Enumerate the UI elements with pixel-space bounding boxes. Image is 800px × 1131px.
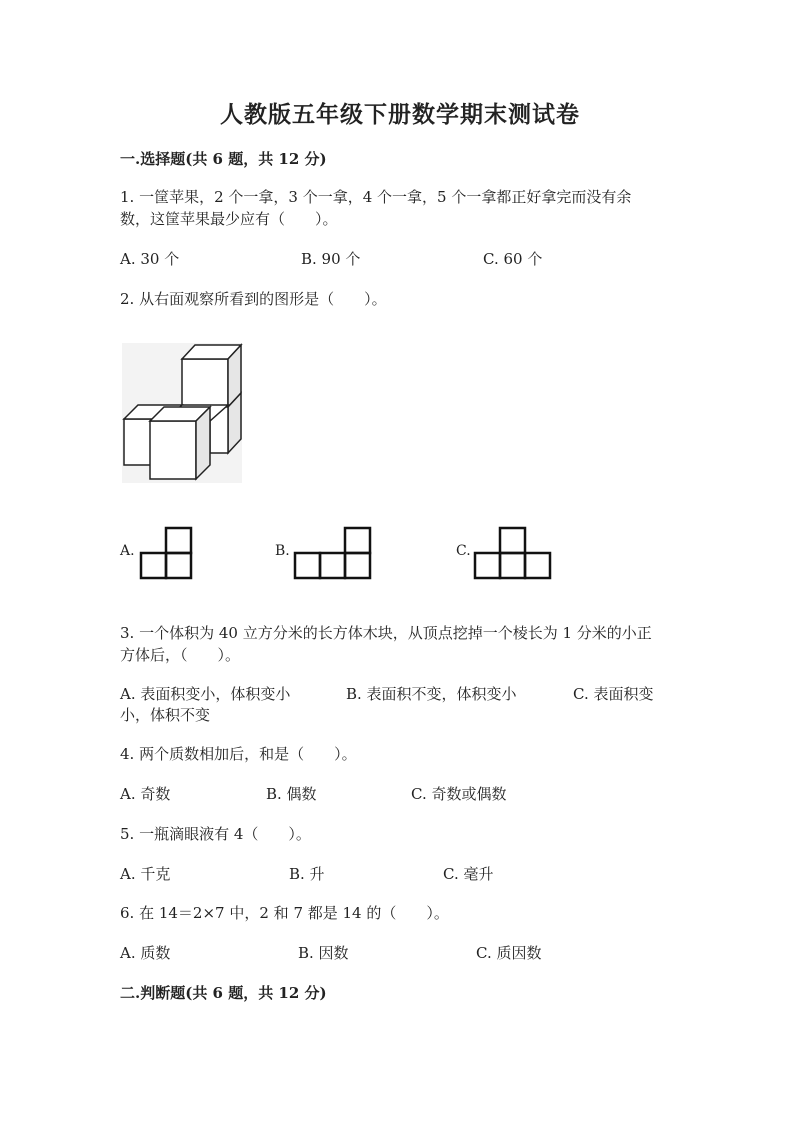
- question-1-option-b: B. 90 个: [301, 250, 361, 268]
- question-2-option-a-figure: [140, 527, 194, 581]
- page-title: 人教版五年级下册数学期末测试卷: [220, 101, 580, 128]
- cube-stack-figure: [122, 343, 244, 485]
- question-3-line2: 方体后，（ ）。: [120, 646, 241, 664]
- question-3-option-b: B. 表面积不变，体积变小: [346, 685, 517, 703]
- question-3-option-a: A. 表面积变小，体积变小: [120, 685, 291, 703]
- section-heading-true-false: 二.判断题(共 6 题，共 12 分): [120, 984, 327, 1002]
- question-3-line1: 3. 一个体积为 40 立方分米的长方体木块，从顶点挖掉一个棱长为 1 分米的小正: [120, 624, 652, 642]
- question-2-text: 2. 从右面观察所看到的图形是（ ）。: [120, 290, 387, 308]
- question-5-option-b: B. 升: [289, 865, 325, 883]
- question-6-option-b: B. 因数: [298, 944, 349, 962]
- question-6-option-a: A. 质数: [120, 944, 171, 962]
- question-4-option-c: C. 奇数或偶数: [411, 785, 507, 803]
- question-1-line2: 数，这筐苹果最少应有（ ）。: [120, 210, 338, 228]
- question-2-option-b-label: B.: [275, 543, 290, 559]
- question-1-option-c: C. 60 个: [483, 250, 543, 268]
- question-5-option-c: C. 毫升: [443, 865, 494, 883]
- question-5-option-a: A. 千克: [120, 865, 171, 883]
- question-2-option-b-figure: [294, 527, 374, 581]
- question-2-option-c-label: C.: [456, 543, 471, 559]
- question-3-option-c-wrap: 小，体积不变: [120, 706, 211, 724]
- section-heading-choice: 一.选择题(共 6 题，共 12 分): [120, 150, 327, 168]
- question-1-option-a: A. 30 个: [120, 250, 180, 268]
- question-1-line1: 1. 一筐苹果，2 个一拿，3 个一拿，4 个一拿，5 个一拿都正好拿完而没有余: [120, 188, 632, 206]
- question-5-text: 5. 一瓶滴眼液有 4（ ）。: [120, 825, 311, 843]
- question-3-option-c: C. 表面积变: [573, 685, 654, 703]
- question-4-text: 4. 两个质数相加后，和是（ ）。: [120, 745, 357, 763]
- question-6-option-c: C. 质因数: [476, 944, 542, 962]
- question-4-option-b: B. 偶数: [266, 785, 317, 803]
- question-6-text: 6. 在 14＝2×7 中，2 和 7 都是 14 的（ ）。: [120, 904, 449, 922]
- question-2-option-a-label: A.: [120, 543, 135, 559]
- question-2-option-c-figure: [474, 527, 554, 581]
- question-4-option-a: A. 奇数: [120, 785, 171, 803]
